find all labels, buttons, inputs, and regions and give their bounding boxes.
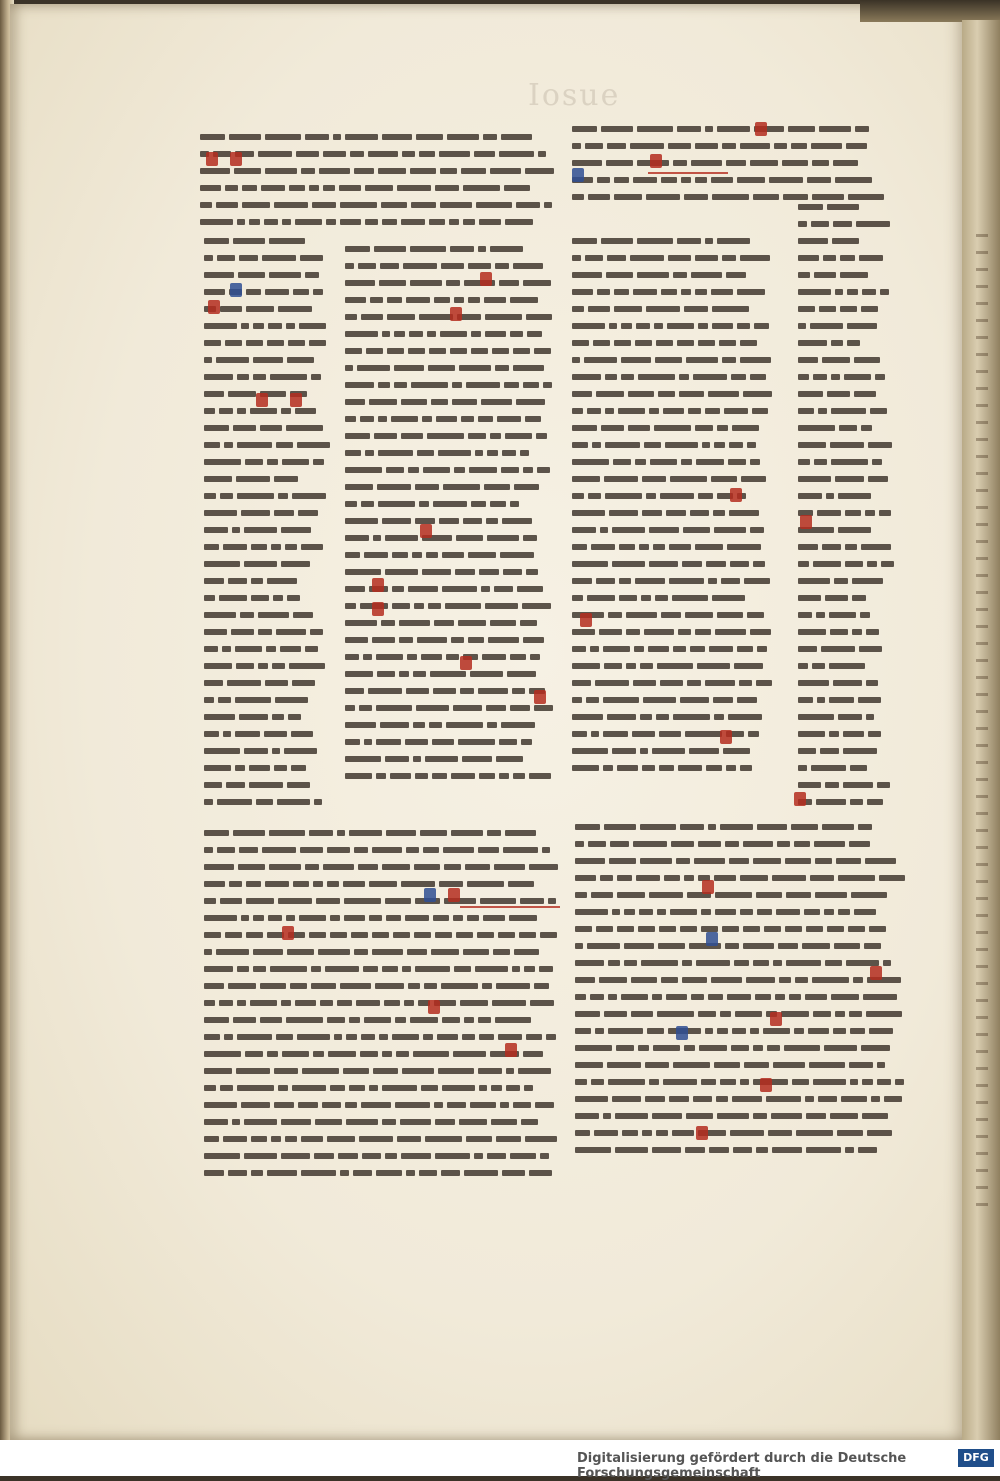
text-line <box>798 589 894 606</box>
text-line <box>798 555 894 572</box>
rubric-initial <box>720 730 732 744</box>
text-line <box>204 1062 558 1079</box>
rubric-initial <box>505 1043 517 1057</box>
text-line <box>345 478 553 495</box>
rubric-initial <box>760 1078 772 1092</box>
text-line <box>572 470 772 487</box>
text-line <box>200 179 555 196</box>
text-line <box>345 461 553 478</box>
text-line <box>204 470 330 487</box>
text-line <box>572 368 772 385</box>
text-line <box>204 521 330 538</box>
text-line <box>572 742 772 759</box>
text-line <box>204 725 330 742</box>
text-line <box>798 725 894 742</box>
rubric-initial <box>706 932 718 946</box>
text-line <box>798 759 894 776</box>
text-line <box>572 402 772 419</box>
text-line <box>345 648 553 665</box>
text-line <box>798 283 894 300</box>
text-line <box>572 232 772 249</box>
text-line <box>798 674 894 691</box>
rubric-initial <box>450 307 462 321</box>
text-line <box>572 154 890 171</box>
text-line <box>572 249 772 266</box>
rubric-initial <box>428 1000 440 1014</box>
text-line <box>204 909 558 926</box>
commentary-left-narrow <box>204 232 330 824</box>
text-line <box>345 546 553 563</box>
text-line <box>572 640 772 657</box>
text-line <box>204 589 330 606</box>
text-line <box>345 393 553 410</box>
text-line <box>572 419 772 436</box>
rubric-initial <box>256 393 268 407</box>
text-line <box>204 977 558 994</box>
text-line <box>345 682 553 699</box>
text-line <box>575 971 905 988</box>
text-line <box>798 521 894 538</box>
text-line <box>204 776 330 793</box>
text-line <box>345 767 553 784</box>
text-line <box>572 436 772 453</box>
text-line <box>575 869 905 886</box>
text-line <box>345 274 553 291</box>
rubric-initial <box>755 122 767 136</box>
text-line <box>345 631 553 648</box>
text-line <box>204 538 330 555</box>
text-line <box>575 920 905 937</box>
text-line <box>204 960 558 977</box>
rubric-initial <box>730 488 742 502</box>
bible-text-left <box>345 240 553 792</box>
text-line <box>204 232 330 249</box>
text-line <box>572 453 772 470</box>
rubric-initial <box>770 1012 782 1026</box>
rubric-initial <box>460 656 472 670</box>
rubric-initial <box>702 880 714 894</box>
text-line <box>204 317 330 334</box>
text-line <box>572 317 772 334</box>
text-line <box>572 300 772 317</box>
text-line <box>798 572 894 589</box>
bible-text-right <box>572 232 772 784</box>
text-line <box>204 994 558 1011</box>
text-line <box>204 926 558 943</box>
text-line <box>345 512 553 529</box>
text-line <box>798 215 894 232</box>
text-line <box>798 402 894 419</box>
text-line <box>345 716 553 733</box>
commentary-bottom-right <box>575 818 905 1170</box>
text-line <box>204 875 558 892</box>
commentary-right-top <box>572 120 890 204</box>
text-line <box>798 470 894 487</box>
text-line <box>204 674 330 691</box>
text-line <box>798 300 894 317</box>
text-line <box>798 334 894 351</box>
text-line <box>204 419 330 436</box>
text-line <box>204 1096 558 1113</box>
text-line <box>798 249 894 266</box>
running-head: Iosue <box>528 78 621 113</box>
text-line <box>572 538 772 555</box>
text-line <box>572 674 772 691</box>
text-line <box>798 487 894 504</box>
text-line <box>204 858 558 875</box>
text-line <box>572 572 772 589</box>
rubric-initial <box>870 966 882 980</box>
text-line <box>572 283 772 300</box>
text-line <box>204 793 330 810</box>
text-line <box>345 495 553 512</box>
text-line <box>345 257 553 274</box>
text-line <box>345 240 553 257</box>
rubric-initial <box>480 272 492 286</box>
rubric-initial <box>676 1026 688 1040</box>
rubric-initial <box>372 578 384 592</box>
text-line <box>200 162 555 179</box>
text-line <box>204 759 330 776</box>
text-line <box>200 196 555 213</box>
text-line <box>345 376 553 393</box>
text-line <box>572 708 772 725</box>
text-line <box>204 504 330 521</box>
text-line <box>575 937 905 954</box>
text-line <box>345 665 553 682</box>
text-line <box>345 342 553 359</box>
text-line <box>345 325 553 342</box>
text-line <box>798 657 894 674</box>
rubric-initial <box>800 515 812 529</box>
text-line <box>204 943 558 960</box>
text-line <box>798 351 894 368</box>
text-line <box>575 1039 905 1056</box>
text-line <box>575 1056 905 1073</box>
rubric-initial <box>208 300 220 314</box>
text-line <box>798 232 894 249</box>
rubric-underline <box>460 906 560 908</box>
rubric-initial <box>372 602 384 616</box>
dfg-logo: DFG <box>958 1449 994 1467</box>
text-line <box>200 128 555 145</box>
commentary-bottom-left <box>204 824 558 1186</box>
commentary-left-top <box>200 128 555 230</box>
rubric-underline <box>648 172 728 174</box>
text-line <box>200 213 555 230</box>
text-line <box>345 444 553 461</box>
text-line <box>575 1073 905 1090</box>
text-line <box>200 145 555 162</box>
text-line <box>798 504 894 521</box>
rubric-initial <box>282 926 294 940</box>
text-line <box>204 1113 558 1130</box>
rubric-initial <box>290 393 302 407</box>
rubric-initial <box>650 154 662 168</box>
text-line <box>204 708 330 725</box>
rubric-initial <box>572 168 584 182</box>
text-line <box>204 453 330 470</box>
text-line <box>204 283 330 300</box>
rubric-initial <box>534 690 546 704</box>
text-line <box>204 266 330 283</box>
text-line <box>204 1130 558 1147</box>
text-line <box>798 436 894 453</box>
text-line <box>345 427 553 444</box>
text-line <box>204 436 330 453</box>
text-line <box>798 640 894 657</box>
text-line <box>798 317 894 334</box>
rubric-initial <box>794 792 806 806</box>
rubric-initial <box>424 888 436 902</box>
text-line <box>204 1079 558 1096</box>
text-line <box>572 606 772 623</box>
text-line <box>345 750 553 767</box>
text-line <box>204 1164 558 1181</box>
text-line <box>345 410 553 427</box>
text-line <box>204 824 558 841</box>
text-line <box>572 120 890 137</box>
text-line <box>575 1107 905 1124</box>
text-line <box>572 657 772 674</box>
rubric-initial <box>696 1126 708 1140</box>
text-line <box>345 359 553 376</box>
book-right-edge <box>962 20 1000 1440</box>
text-line <box>798 793 894 810</box>
text-line <box>572 555 772 572</box>
rubric-initial <box>230 283 242 297</box>
text-line <box>204 623 330 640</box>
text-line <box>575 954 905 971</box>
text-line <box>572 487 772 504</box>
text-line <box>345 614 553 631</box>
text-line <box>575 835 905 852</box>
text-line <box>798 419 894 436</box>
text-line <box>798 623 894 640</box>
text-line <box>572 334 772 351</box>
text-line <box>345 529 553 546</box>
text-line <box>798 368 894 385</box>
text-line <box>575 1022 905 1039</box>
text-line <box>798 691 894 708</box>
text-line <box>575 1090 905 1107</box>
text-line <box>572 504 772 521</box>
text-line <box>575 886 905 903</box>
text-line <box>572 137 890 154</box>
text-line <box>204 249 330 266</box>
commentary-right-narrow <box>798 198 894 810</box>
text-line <box>572 351 772 368</box>
text-line <box>572 623 772 640</box>
text-line <box>204 742 330 759</box>
text-line <box>204 1011 558 1028</box>
text-line <box>575 852 905 869</box>
text-line <box>798 538 894 555</box>
rubric-initial <box>230 152 242 166</box>
text-line <box>204 1147 558 1164</box>
rubric-initial <box>206 152 218 166</box>
text-line <box>572 725 772 742</box>
text-line <box>798 776 894 793</box>
text-line <box>204 334 330 351</box>
text-line <box>204 351 330 368</box>
text-line <box>575 903 905 920</box>
text-line <box>575 1005 905 1022</box>
rubric-initial <box>448 888 460 902</box>
text-line <box>798 453 894 470</box>
text-line <box>798 708 894 725</box>
book-top-strip <box>860 0 1000 22</box>
text-line <box>204 640 330 657</box>
text-line <box>572 171 890 188</box>
text-line <box>204 487 330 504</box>
rubric-initial <box>420 524 432 538</box>
text-line <box>345 733 553 750</box>
text-line <box>572 266 772 283</box>
text-line <box>345 699 553 716</box>
funding-credit: Digitalisierung gefördert durch die Deutsche Forschungsgemeinschaft <box>577 1451 907 1481</box>
text-line <box>798 266 894 283</box>
text-line <box>572 385 772 402</box>
text-line <box>204 572 330 589</box>
text-line <box>204 300 330 317</box>
text-line <box>204 841 558 858</box>
text-line <box>345 308 553 325</box>
text-line <box>798 742 894 759</box>
text-line <box>575 818 905 835</box>
text-line <box>204 691 330 708</box>
text-line <box>204 606 330 623</box>
text-line <box>204 657 330 674</box>
text-line <box>798 385 894 402</box>
rubric-initial <box>580 613 592 627</box>
text-line <box>575 1124 905 1141</box>
text-line <box>575 1141 905 1158</box>
text-line <box>572 589 772 606</box>
text-line <box>572 759 772 776</box>
text-line <box>204 368 330 385</box>
text-line <box>345 291 553 308</box>
text-line <box>798 606 894 623</box>
text-line <box>575 988 905 1005</box>
text-line <box>798 198 894 215</box>
text-line <box>572 691 772 708</box>
text-line <box>572 521 772 538</box>
text-line <box>204 555 330 572</box>
